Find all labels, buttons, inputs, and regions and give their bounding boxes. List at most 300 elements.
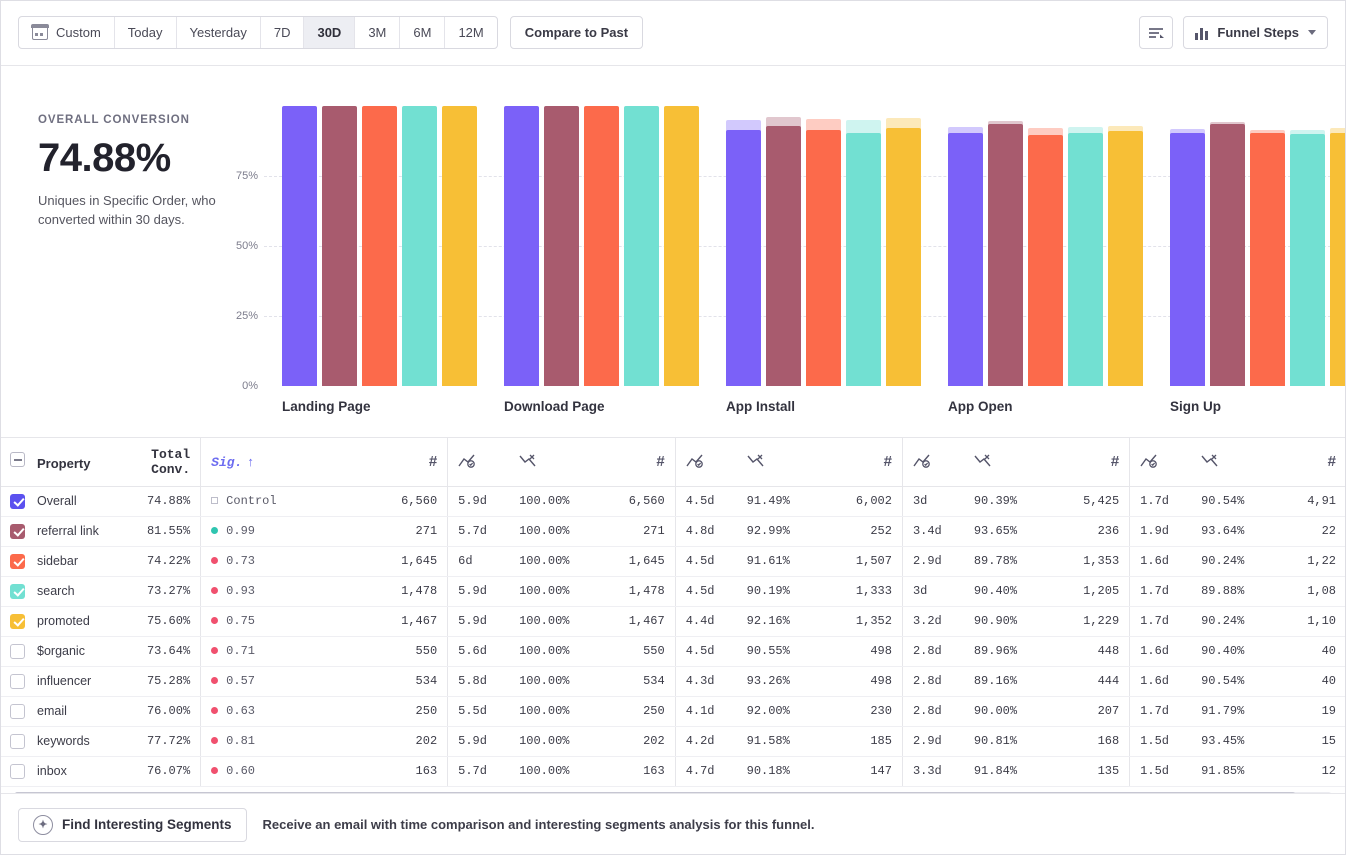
row-step-0-count: 6,560 xyxy=(287,486,448,516)
row-property-cell[interactable] xyxy=(0,726,129,756)
summary-title: OVERALL CONVERSION xyxy=(38,114,190,126)
row-property-cell[interactable] xyxy=(0,756,129,786)
bar[interactable] xyxy=(664,106,699,386)
row-checkbox[interactable] xyxy=(10,554,25,569)
bar-column[interactable] xyxy=(504,106,539,386)
top-toolbar xyxy=(0,0,1346,66)
row-step-1-count: 1,645 xyxy=(615,546,675,576)
row-step-2-rate: 90.18% xyxy=(737,756,843,786)
row-step-2-time: 4.8d xyxy=(675,516,736,546)
header-step-2-time[interactable] xyxy=(675,438,736,486)
row-step-3-count: 236 xyxy=(1070,516,1130,546)
row-sig: 0.93 xyxy=(201,576,287,606)
bar-column[interactable] xyxy=(664,106,699,386)
row-sig: 0.75 xyxy=(201,606,287,636)
bottom-bar xyxy=(0,793,1346,855)
range-12m[interactable]: 12M xyxy=(458,25,484,40)
row-step-4-rate: 89.88% xyxy=(1191,576,1297,606)
bar-column[interactable] xyxy=(766,106,801,386)
conversion-rate-icon xyxy=(1140,453,1157,468)
row-step-1-rate: 100.00% xyxy=(509,516,615,546)
bar[interactable] xyxy=(1170,133,1205,387)
find-interesting-segments-button[interactable] xyxy=(18,808,247,842)
y-tick-label: 50% xyxy=(235,240,258,252)
header-step-3-count[interactable] xyxy=(1070,438,1130,486)
bar-column[interactable] xyxy=(948,106,983,386)
range-yesterday[interactable]: Yesterday xyxy=(177,17,261,48)
bar[interactable] xyxy=(402,106,437,386)
hash-icon: # xyxy=(1327,453,1336,471)
row-sig: 0.60 xyxy=(201,756,287,786)
bar-column[interactable] xyxy=(624,106,659,386)
sig-dot-marker xyxy=(211,557,218,564)
bar-column[interactable] xyxy=(726,106,761,386)
row-sig: 0.63 xyxy=(201,696,287,726)
row-step-1-rate: 100.00% xyxy=(509,486,615,516)
bar-groups xyxy=(268,106,1346,416)
row-property-label: keywords xyxy=(37,734,90,749)
header-step-4-count[interactable] xyxy=(1297,438,1346,486)
row-step-1-rate: 100.00% xyxy=(509,756,615,786)
bar-column[interactable] xyxy=(886,106,921,386)
row-step-1-rate: 100.00% xyxy=(509,726,615,756)
bar[interactable] xyxy=(362,106,397,386)
bar-chart-icon xyxy=(1195,26,1208,40)
row-step-3-count: 444 xyxy=(1070,666,1130,696)
bar-group xyxy=(712,106,934,416)
header-step-4-rate[interactable] xyxy=(1191,438,1297,486)
row-step-2-time: 4.3d xyxy=(675,666,736,696)
row-step-0-count: 202 xyxy=(287,726,448,756)
row-step-4-count: 1,22 xyxy=(1297,546,1346,576)
bar-column[interactable] xyxy=(1108,106,1143,386)
table-header-row xyxy=(0,438,1346,486)
chevron-down-icon xyxy=(1308,30,1316,35)
conversion-rate-icon xyxy=(458,453,475,468)
header-total-conv[interactable]: Total Conv. xyxy=(129,438,201,486)
row-step-1-rate: 100.00% xyxy=(509,696,615,726)
row-step-4-time: 1.5d xyxy=(1130,726,1191,756)
bar-column[interactable] xyxy=(322,106,357,386)
header-sig[interactable]: Sig. ↑ xyxy=(201,438,287,486)
bar-column[interactable] xyxy=(846,106,881,386)
row-step-4-count: 19 xyxy=(1297,696,1346,726)
bar[interactable] xyxy=(1210,124,1245,386)
sig-dot-marker xyxy=(211,617,218,624)
row-step-2-time: 4.5d xyxy=(675,486,736,516)
table-row[interactable] xyxy=(0,606,1346,636)
row-step-1-count: 250 xyxy=(615,696,675,726)
table-row[interactable] xyxy=(0,486,1346,516)
bar[interactable] xyxy=(846,133,881,386)
row-property-cell[interactable] xyxy=(0,666,129,696)
bar[interactable] xyxy=(806,130,841,387)
table-row[interactable] xyxy=(0,576,1346,606)
bar[interactable] xyxy=(282,106,317,386)
compare-to-past-button[interactable]: Compare to Past xyxy=(510,16,643,49)
header-step-1-count[interactable] xyxy=(615,438,675,486)
row-step-3-time: 3.4d xyxy=(902,516,963,546)
row-step-3-time: 2.8d xyxy=(902,696,963,726)
bar[interactable] xyxy=(948,133,983,386)
range-30d[interactable]: 30D xyxy=(304,17,355,48)
range-6m[interactable]: 6M xyxy=(400,17,445,48)
bar[interactable] xyxy=(1028,135,1063,386)
y-tick-label: 0% xyxy=(242,380,258,392)
row-step-4-count: 1,10 xyxy=(1297,606,1346,636)
table-row[interactable] xyxy=(0,726,1346,756)
drop-off-icon xyxy=(519,453,536,468)
row-step-1-rate: 100.00% xyxy=(509,666,615,696)
bottom-note: Receive an email with time comparison and interesting segments analysis for this funnel. xyxy=(262,817,815,832)
bar[interactable] xyxy=(544,106,579,386)
row-step-3-count: 5,425 xyxy=(1070,486,1130,516)
bar[interactable] xyxy=(726,130,761,386)
row-step-3-time: 2.8d xyxy=(902,666,963,696)
row-step-4-count: 1,08 xyxy=(1297,576,1346,606)
bar-column[interactable] xyxy=(584,106,619,386)
table-row[interactable] xyxy=(0,666,1346,696)
row-property-label: influencer xyxy=(37,674,92,689)
row-checkbox[interactable] xyxy=(10,524,25,539)
row-step-4-count: 15 xyxy=(1297,726,1346,756)
row-step-4-time: 1.6d xyxy=(1130,666,1191,696)
summary-description: Uniques in Specific Order, who converted within 30 days. xyxy=(38,193,216,227)
row-step-2-time: 4.1d xyxy=(675,696,736,726)
row-step-2-time: 4.7d xyxy=(675,756,736,786)
row-step-2-count: 252 xyxy=(843,516,903,546)
row-step-3-count: 1,353 xyxy=(1070,546,1130,576)
range-today[interactable]: Today xyxy=(115,17,177,48)
row-step-4-time: 1.6d xyxy=(1130,546,1191,576)
table-row[interactable] xyxy=(0,756,1346,786)
row-step-2-count: 1,507 xyxy=(843,546,903,576)
bar-column[interactable] xyxy=(362,106,397,386)
sig-dot-marker xyxy=(211,587,218,594)
row-step-3-count: 1,229 xyxy=(1070,606,1130,636)
row-property-label: referral link xyxy=(37,524,99,539)
row-checkbox[interactable] xyxy=(10,674,25,689)
row-step-2-count: 6,002 xyxy=(843,486,903,516)
row-step-2-count: 230 xyxy=(843,696,903,726)
row-total-conv: 76.00% xyxy=(129,696,201,726)
row-step-3-rate: 90.00% xyxy=(964,696,1070,726)
funnel-steps-select[interactable] xyxy=(1183,16,1328,49)
row-step-1-time: 5.7d xyxy=(448,756,509,786)
row-step-3-rate: 91.84% xyxy=(964,756,1070,786)
row-step-1-rate: 100.00% xyxy=(509,606,615,636)
bar-column[interactable] xyxy=(544,106,579,386)
header-step-1-time[interactable] xyxy=(448,438,509,486)
row-step-0-count: 1,478 xyxy=(287,576,448,606)
row-step-4-rate: 90.24% xyxy=(1191,546,1297,576)
row-step-2-count: 498 xyxy=(843,636,903,666)
row-step-3-time: 3d xyxy=(902,486,963,516)
row-step-4-time: 1.9d xyxy=(1130,516,1191,546)
row-checkbox[interactable] xyxy=(10,704,25,719)
range-3m[interactable]: 3M xyxy=(355,17,400,48)
row-sig: 0.57 xyxy=(201,666,287,696)
row-checkbox[interactable] xyxy=(10,764,25,779)
table-row[interactable] xyxy=(0,546,1346,576)
find-segments-label: Find Interesting Segments xyxy=(62,817,232,832)
date-range-selector[interactable] xyxy=(18,16,498,49)
sig-square-marker xyxy=(211,497,218,504)
drop-off-icon xyxy=(1201,453,1218,468)
row-step-2-count: 498 xyxy=(843,666,903,696)
row-checkbox[interactable] xyxy=(10,494,25,509)
row-total-conv: 74.88% xyxy=(129,486,201,516)
bar[interactable] xyxy=(322,106,357,386)
row-step-1-count: 6,560 xyxy=(615,486,675,516)
row-step-1-time: 5.8d xyxy=(448,666,509,696)
row-checkbox[interactable] xyxy=(10,584,25,599)
row-step-1-count: 163 xyxy=(615,756,675,786)
row-step-0-count: 1,645 xyxy=(287,546,448,576)
header-step-4-time[interactable] xyxy=(1130,438,1191,486)
bar-column[interactable] xyxy=(988,106,1023,386)
row-step-3-time: 2.8d xyxy=(902,636,963,666)
row-step-2-rate: 91.49% xyxy=(737,486,843,516)
sig-dot-marker xyxy=(211,527,218,534)
bar-group xyxy=(934,106,1156,416)
header-step-3-rate[interactable] xyxy=(964,438,1070,486)
row-step-2-time: 4.4d xyxy=(675,606,736,636)
row-step-3-count: 1,205 xyxy=(1070,576,1130,606)
bar-column[interactable] xyxy=(442,106,477,386)
row-property-cell[interactable] xyxy=(0,576,129,606)
x-axis-group-label: Download Page xyxy=(504,399,605,414)
bar-column[interactable] xyxy=(282,106,317,386)
row-property-label: $organic xyxy=(37,644,85,659)
x-axis-group-label: Sign Up xyxy=(1170,399,1221,414)
row-step-4-time: 1.5d xyxy=(1130,756,1191,786)
row-step-3-time: 3.3d xyxy=(902,756,963,786)
sig-dot-marker xyxy=(211,707,218,714)
bar[interactable] xyxy=(988,124,1023,386)
row-step-4-rate: 93.45% xyxy=(1191,726,1297,756)
row-step-4-rate: 90.40% xyxy=(1191,636,1297,666)
y-tick-label: 25% xyxy=(235,310,258,322)
row-step-4-rate: 91.79% xyxy=(1191,696,1297,726)
bar-column[interactable] xyxy=(1250,106,1285,386)
bar[interactable] xyxy=(886,128,921,386)
row-step-1-time: 5.9d xyxy=(448,486,509,516)
bar-column[interactable] xyxy=(806,106,841,386)
sig-dot-marker xyxy=(211,767,218,774)
row-property-cell[interactable] xyxy=(0,696,129,726)
filter-lines-icon[interactable] xyxy=(1139,16,1173,49)
hash-icon: # xyxy=(656,453,665,471)
row-step-3-time: 3.2d xyxy=(902,606,963,636)
bar[interactable] xyxy=(766,126,801,386)
row-step-3-rate: 90.90% xyxy=(964,606,1070,636)
conversion-rate-icon xyxy=(686,453,703,468)
row-step-4-rate: 93.64% xyxy=(1191,516,1297,546)
row-step-1-time: 6d xyxy=(448,546,509,576)
row-step-2-rate: 92.99% xyxy=(737,516,843,546)
row-step-3-time: 3d xyxy=(902,576,963,606)
range-custom[interactable] xyxy=(19,17,115,48)
table-row[interactable] xyxy=(0,516,1346,546)
x-axis-group-label: App Install xyxy=(726,399,796,414)
row-checkbox[interactable] xyxy=(10,734,25,749)
row-step-2-rate: 91.61% xyxy=(737,546,843,576)
row-step-3-time: 2.9d xyxy=(902,546,963,576)
row-step-2-time: 4.2d xyxy=(675,726,736,756)
row-total-conv: 75.28% xyxy=(129,666,201,696)
row-step-2-count: 147 xyxy=(843,756,903,786)
row-step-1-count: 271 xyxy=(615,516,675,546)
row-step-2-count: 1,333 xyxy=(843,576,903,606)
row-property-cell[interactable] xyxy=(0,486,129,516)
row-step-1-time: 5.9d xyxy=(448,606,509,636)
row-property-label: promoted xyxy=(37,614,90,629)
drop-off-icon xyxy=(974,453,991,468)
bar[interactable] xyxy=(584,106,619,386)
row-step-1-time: 5.6d xyxy=(448,636,509,666)
sparkle-icon: ✦ xyxy=(33,815,53,835)
row-checkbox[interactable] xyxy=(10,614,25,629)
row-step-1-rate: 100.00% xyxy=(509,636,615,666)
row-property-label: inbox xyxy=(37,764,67,779)
row-sig: 0.99 xyxy=(201,516,287,546)
conversion-rate-icon xyxy=(913,453,930,468)
y-axis xyxy=(208,106,264,392)
row-step-0-count: 163 xyxy=(287,756,448,786)
x-axis-group-label: Landing Page xyxy=(282,399,371,414)
row-property-label: sidebar xyxy=(37,554,78,569)
select-all-checkbox[interactable] xyxy=(10,452,25,467)
bar[interactable] xyxy=(1108,131,1143,386)
row-step-2-rate: 92.16% xyxy=(737,606,843,636)
bar-column[interactable] xyxy=(1210,106,1245,386)
row-step-1-count: 1,467 xyxy=(615,606,675,636)
funnel-chart-section xyxy=(0,66,1346,438)
row-step-1-count: 534 xyxy=(615,666,675,696)
table-row[interactable] xyxy=(0,696,1346,726)
x-axis-group-label: App Open xyxy=(948,399,1013,414)
row-step-3-count: 448 xyxy=(1070,636,1130,666)
row-step-3-rate: 90.40% xyxy=(964,576,1070,606)
row-step-0-count: 550 xyxy=(287,636,448,666)
row-property-cell[interactable] xyxy=(0,546,129,576)
row-total-conv: 73.64% xyxy=(129,636,201,666)
row-total-conv: 76.07% xyxy=(129,756,201,786)
header-step-2-count[interactable] xyxy=(843,438,903,486)
row-step-0-count: 250 xyxy=(287,696,448,726)
y-tick-label: 75% xyxy=(235,170,258,182)
bar-column[interactable] xyxy=(1290,106,1325,386)
header-step-3-time[interactable] xyxy=(902,438,963,486)
bar[interactable] xyxy=(1250,133,1285,386)
row-total-conv: 74.22% xyxy=(129,546,201,576)
row-step-3-rate: 90.81% xyxy=(964,726,1070,756)
row-step-0-count: 1,467 xyxy=(287,606,448,636)
row-step-3-count: 135 xyxy=(1070,756,1130,786)
row-sig: 0.73 xyxy=(201,546,287,576)
header-step-0-count[interactable] xyxy=(287,438,448,486)
row-step-4-count: 22 xyxy=(1297,516,1346,546)
segments-table[interactable] xyxy=(0,438,1346,793)
row-step-2-time: 4.5d xyxy=(675,636,736,666)
calendar-icon xyxy=(32,25,48,40)
header-step-1-rate[interactable] xyxy=(509,438,615,486)
row-step-2-rate: 93.26% xyxy=(737,666,843,696)
row-step-2-count: 185 xyxy=(843,726,903,756)
row-step-1-rate: 100.00% xyxy=(509,546,615,576)
row-step-4-rate: 91.85% xyxy=(1191,756,1297,786)
row-step-2-rate: 92.00% xyxy=(737,696,843,726)
bar-column[interactable] xyxy=(1170,106,1205,386)
hash-icon: # xyxy=(1110,453,1120,471)
row-property-label: Overall xyxy=(37,494,77,509)
row-checkbox[interactable] xyxy=(10,644,25,659)
row-step-3-rate: 89.96% xyxy=(964,636,1070,666)
bar-column[interactable] xyxy=(1028,106,1063,386)
bar-column[interactable] xyxy=(402,106,437,386)
funnel-bar-chart xyxy=(208,106,1346,416)
row-step-1-count: 202 xyxy=(615,726,675,756)
row-step-4-count: 40 xyxy=(1297,636,1346,666)
row-property-label: search xyxy=(37,584,75,599)
row-step-1-time: 5.7d xyxy=(448,516,509,546)
hash-icon: # xyxy=(428,453,438,471)
bar[interactable] xyxy=(442,106,477,386)
row-property-cell[interactable] xyxy=(0,516,129,546)
row-step-4-time: 1.7d xyxy=(1130,696,1191,726)
row-total-conv: 81.55% xyxy=(129,516,201,546)
row-step-3-count: 207 xyxy=(1070,696,1130,726)
row-total-conv: 73.27% xyxy=(129,576,201,606)
bar-group xyxy=(268,106,490,416)
bar[interactable] xyxy=(1290,134,1325,386)
row-step-4-time: 1.6d xyxy=(1130,636,1191,666)
sig-dot-marker xyxy=(211,737,218,744)
row-property-cell[interactable] xyxy=(0,606,129,636)
row-step-1-time: 5.9d xyxy=(448,576,509,606)
row-step-2-rate: 91.58% xyxy=(737,726,843,756)
bar[interactable] xyxy=(1068,133,1103,386)
row-step-3-rate: 89.78% xyxy=(964,546,1070,576)
row-step-1-count: 550 xyxy=(615,636,675,666)
bar[interactable] xyxy=(624,106,659,386)
header-step-2-rate[interactable] xyxy=(737,438,843,486)
range-7d[interactable]: 7D xyxy=(261,17,305,48)
bar-group xyxy=(490,106,712,416)
row-step-4-time: 1.7d xyxy=(1130,576,1191,606)
sig-dot-marker xyxy=(211,677,218,684)
sort-asc-icon: ↑ xyxy=(247,453,254,469)
row-step-3-rate: 90.39% xyxy=(964,486,1070,516)
header-property[interactable]: Property xyxy=(0,438,129,486)
row-property-label: email xyxy=(37,704,67,719)
bar-column[interactable] xyxy=(1068,106,1103,386)
row-total-conv: 77.72% xyxy=(129,726,201,756)
row-step-4-count: 4,91 xyxy=(1297,486,1346,516)
row-step-2-count: 1,352 xyxy=(843,606,903,636)
bar-column[interactable] xyxy=(1330,106,1346,386)
bar[interactable] xyxy=(1330,133,1346,386)
row-sig: Control xyxy=(201,486,287,516)
row-step-1-time: 5.9d xyxy=(448,726,509,756)
sig-dot-marker xyxy=(211,647,218,654)
row-property-cell[interactable] xyxy=(0,636,129,666)
table-row[interactable] xyxy=(0,636,1346,666)
row-step-2-time: 4.5d xyxy=(675,576,736,606)
bar[interactable] xyxy=(504,106,539,386)
row-step-0-count: 271 xyxy=(287,516,448,546)
